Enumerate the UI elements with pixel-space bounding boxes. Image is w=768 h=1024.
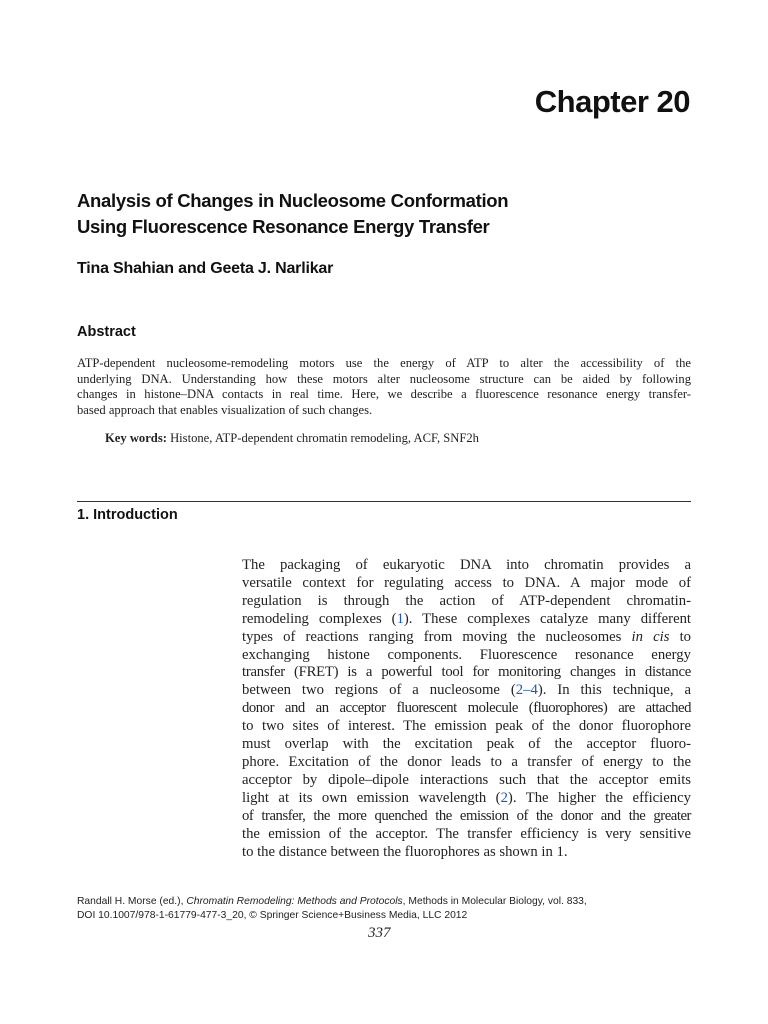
reference-link[interactable]: 2–4 xyxy=(515,682,538,699)
italic-term: in cis xyxy=(631,628,670,645)
citation-footnote xyxy=(77,895,697,922)
paragraph-line xyxy=(242,682,691,700)
authors: Tina Shahian and Geeta J. Narlikar xyxy=(77,260,334,277)
section-heading-introduction: 1. Introduction xyxy=(77,507,178,523)
paragraph-line xyxy=(242,629,691,647)
abstract-line: underlying DNA. Understanding how these motors alter nucleosome structure can be aided by following xyxy=(77,371,691,386)
introduction-paragraph xyxy=(242,557,691,861)
paragraph-line: phore. Excitation of the donor leads to a transfer of energy to the xyxy=(242,753,691,770)
line-text: ). In this technique, a xyxy=(537,682,691,699)
chapter-label: Chapter 20 xyxy=(534,84,690,119)
abstract-line: changes in histone–DNA contacts in real time. Here, we describe a fluorescence resonance energy transfer- xyxy=(77,387,691,402)
title-line: Using Fluorescence Resonance Energy Transfer xyxy=(77,216,490,237)
paragraph-line: versatile context for regulating access to DNA. A major mode of xyxy=(242,574,691,591)
paragraph-line: must overlap with the excitation peak of the acceptor fluoro- xyxy=(242,736,691,753)
reference-link[interactable]: 1 xyxy=(396,610,404,627)
paragraph-line: of transfer, the more quenched the emission of the donor and the greater xyxy=(242,807,691,824)
footnote-text: , Methods in Molecular Biology, vol. 833, xyxy=(402,896,587,907)
line-text: to xyxy=(669,628,691,645)
keywords-label: Key words: xyxy=(105,431,167,445)
line-text: light at its own emission wavelength ( xyxy=(242,789,501,806)
line-text: remodeling complexes ( xyxy=(242,610,397,627)
keywords xyxy=(105,431,479,446)
book-title: Chromatin Remodeling: Methods and Protocols xyxy=(186,896,403,907)
paragraph-line: acceptor by dipole–dipole interactions such that the acceptor emits xyxy=(242,771,691,788)
paragraph-line: the emission of the acceptor. The transfer efficiency is very sensitive xyxy=(242,825,691,842)
line-text: ). The higher the efficiency xyxy=(507,789,691,806)
section-divider xyxy=(77,501,691,502)
paragraph-line: to the distance between the fluorophores as shown in 1. xyxy=(242,843,568,860)
abstract-text xyxy=(77,356,691,419)
keywords-text: Histone, ATP-dependent chromatin remodeling, ACF, SNF2h xyxy=(166,431,479,445)
paragraph-line: to two sites of interest. The emission peak of the donor fluorophore xyxy=(242,718,691,735)
paragraph-line xyxy=(242,611,691,629)
footnote-line xyxy=(77,895,697,909)
abstract-line: ATP-dependent nucleosome-remodeling motors use the energy of ATP to alter the accessibility of the xyxy=(77,356,691,370)
line-text: ). These complexes catalyze many different xyxy=(403,610,692,627)
footnote-text: Randall H. Morse (ed.), xyxy=(77,896,187,907)
paragraph-line: donor and an acceptor fluorescent molecule (fluorophores) are attached xyxy=(242,700,691,717)
paragraph-line: regulation is through the action of ATP-dependent chromatin- xyxy=(242,592,691,609)
paragraph-line: exchanging histone components. Fluorescence resonance energy xyxy=(242,646,691,663)
chapter-title xyxy=(77,188,697,240)
paragraph-line: transfer (FRET) is a powerful tool for monitoring changes in distance xyxy=(242,664,691,681)
line-text: types of reactions ranging from moving the nucleosomes xyxy=(242,628,632,645)
paragraph-line xyxy=(242,790,691,808)
title-line: Analysis of Changes in Nucleosome Conformation xyxy=(77,190,509,211)
abstract-heading: Abstract xyxy=(77,324,136,340)
paragraph-line: The packaging of eukaryotic DNA into chromatin provides a xyxy=(242,557,691,573)
reference-link[interactable]: 2 xyxy=(500,789,508,806)
line-text: between two regions of a nucleosome ( xyxy=(242,682,516,699)
page-number: 337 xyxy=(368,925,391,941)
footnote-line: DOI 10.1007/978-1-61779-477-3_20, © Springer Science+Business Media, LLC 2012 xyxy=(77,909,468,921)
abstract-line: based approach that enables visualization of such changes. xyxy=(77,403,373,418)
